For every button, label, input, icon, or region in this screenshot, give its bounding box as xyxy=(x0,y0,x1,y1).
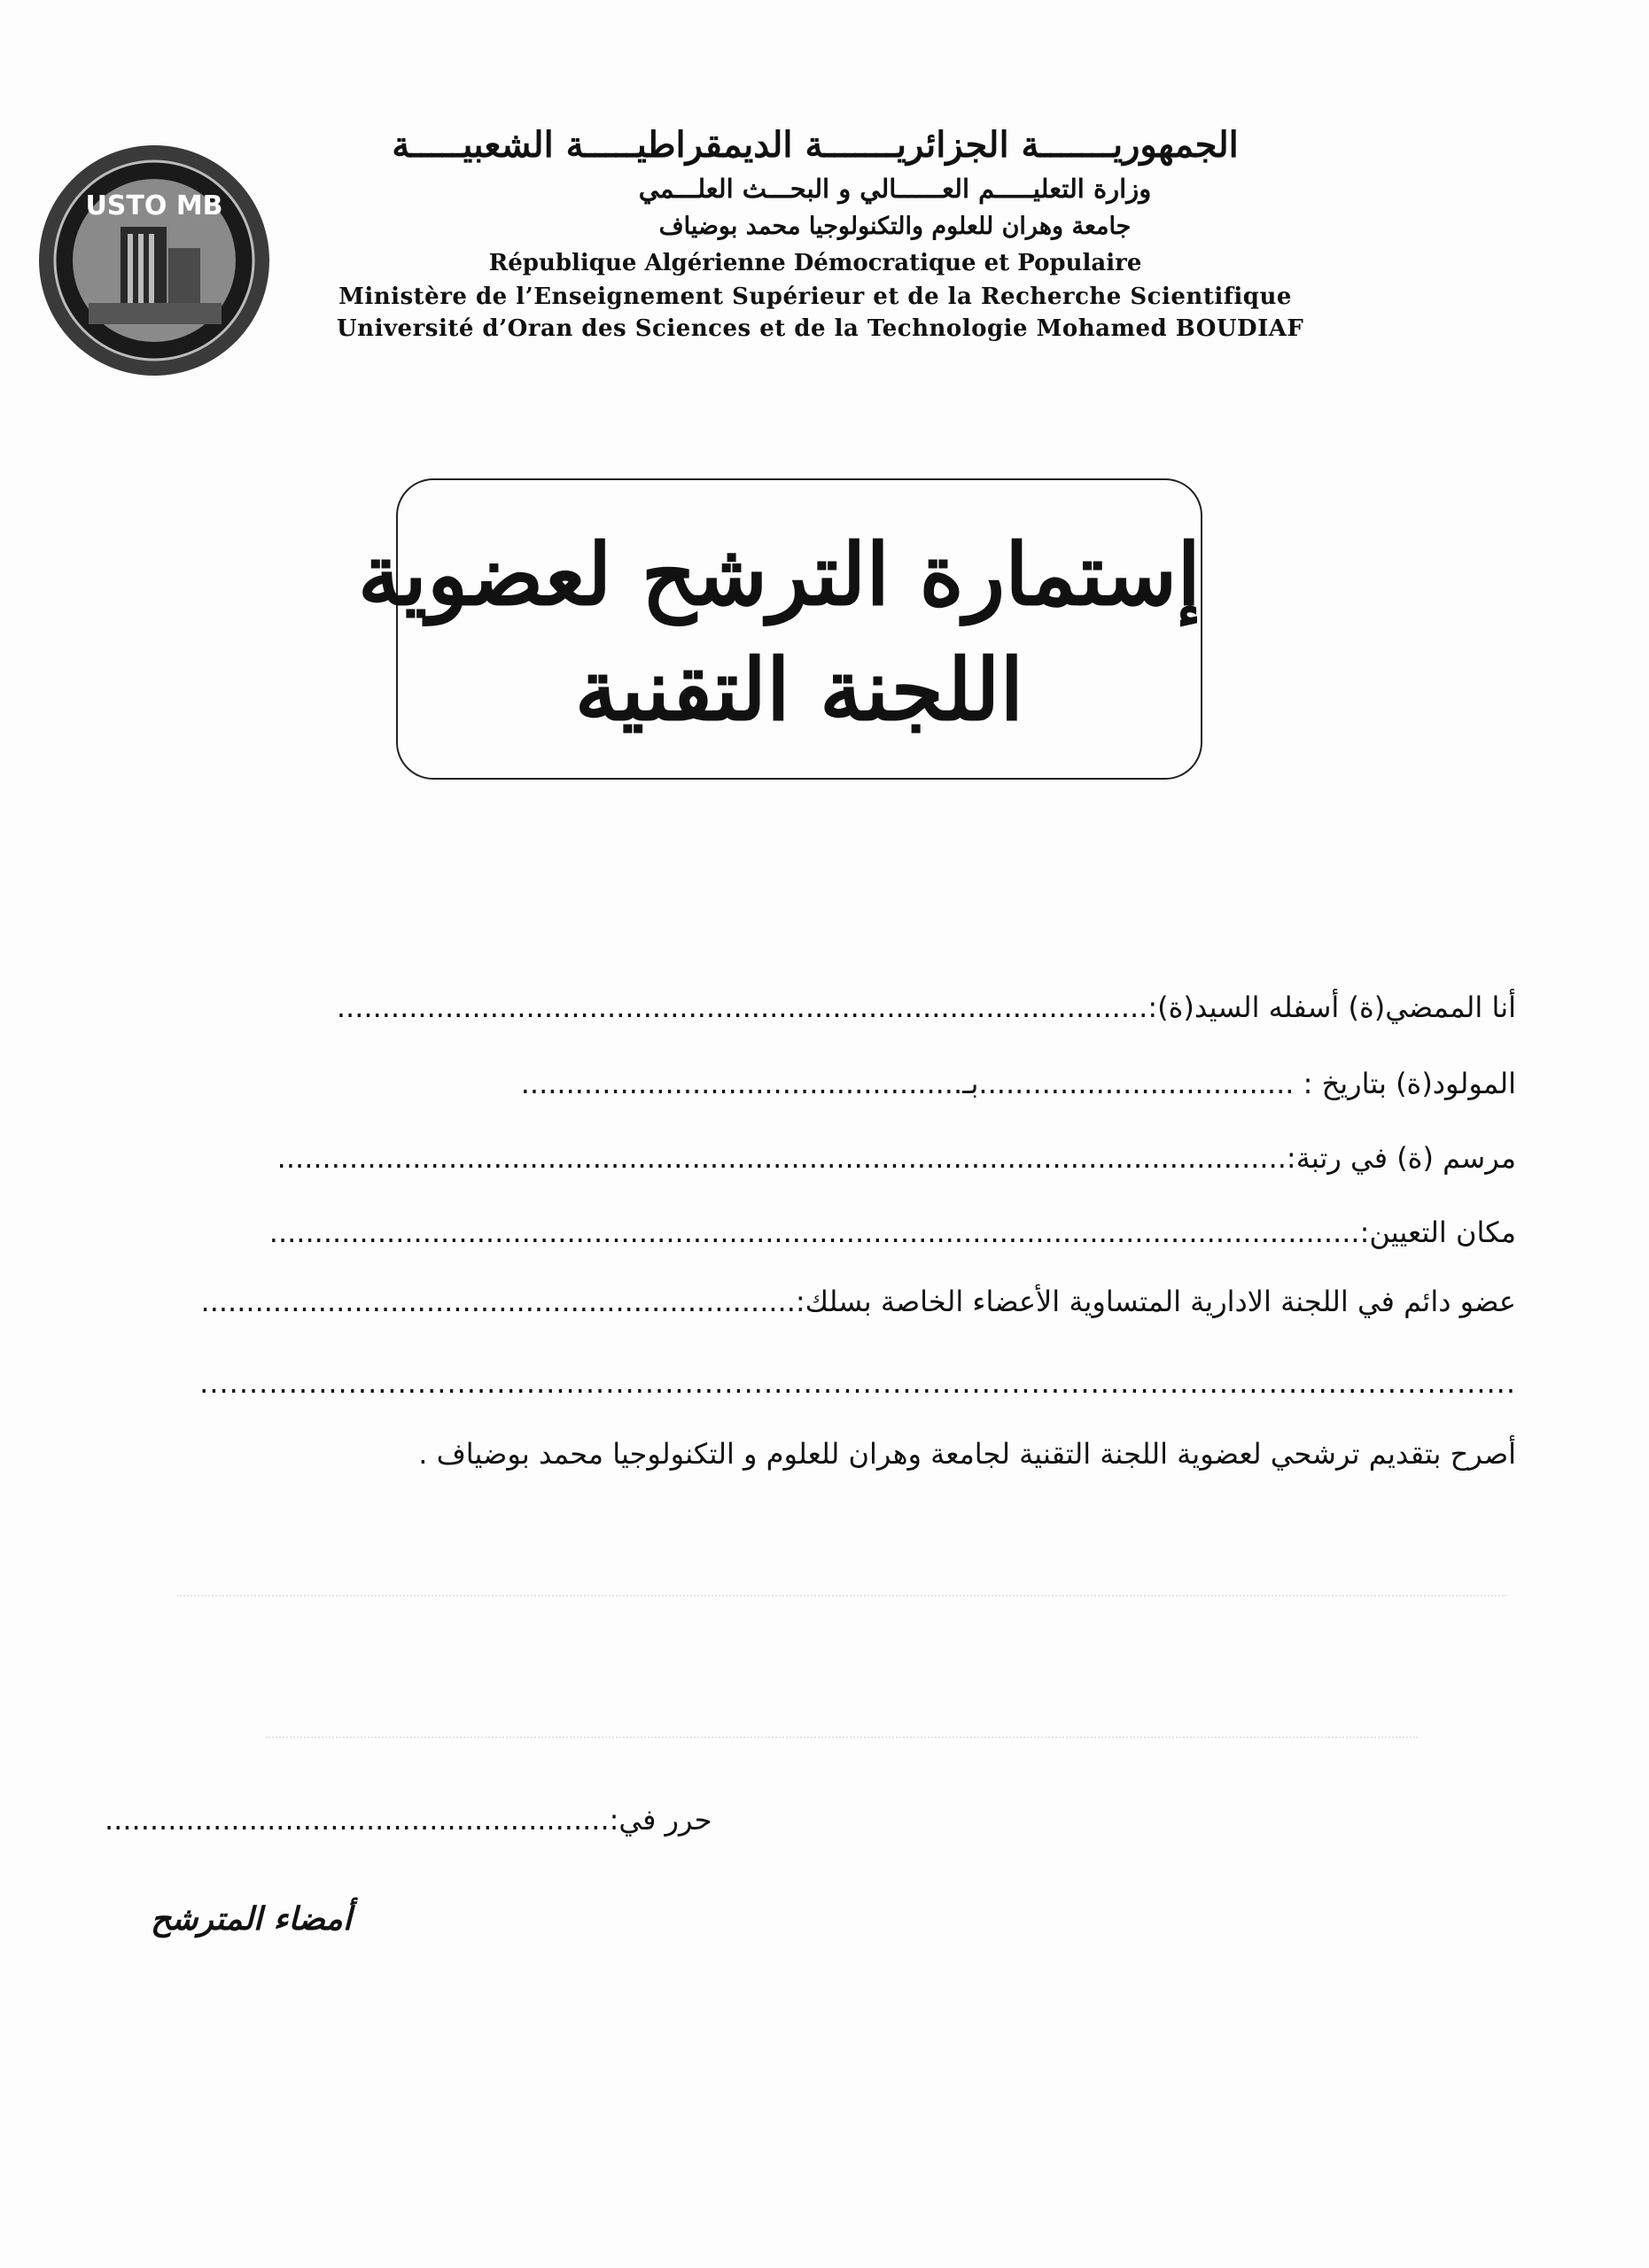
assignment-label: مكان التعيين: xyxy=(1359,1216,1516,1249)
assignment-field[interactable] xyxy=(269,1216,1516,1249)
member-dots[interactable]: .................................................................. xyxy=(200,1285,796,1318)
member-field[interactable] xyxy=(201,1285,1516,1318)
grade-field[interactable] xyxy=(277,1141,1516,1175)
university-seal xyxy=(35,142,273,379)
faint-line xyxy=(266,1736,1418,1738)
birth-date-dots[interactable]: ................................... xyxy=(978,1067,1295,1100)
seal-emblem-text: USTO MB xyxy=(85,190,223,221)
header-ministry-ar: وزارة التعليـــــم العــــــالي و البحـــث العلـــمي xyxy=(638,174,1152,204)
header-university-fr: Université d’Oran des Sciences et de la Technologie Mohamed BOUDIAF xyxy=(337,315,1304,342)
undersigned-label: أنا الممضي(ة) أسفله السيد(ة): xyxy=(1147,990,1516,1024)
grade-dots[interactable]: ................................................................................................................ xyxy=(276,1141,1287,1175)
header-university-ar: جامعة وهران للعلوم والتكنولوجيا محمد بوضياف xyxy=(658,213,1132,240)
birth-place-dots[interactable]: ................................................. xyxy=(520,1067,963,1100)
made-in-field[interactable] xyxy=(105,1803,712,1837)
continuation-dots[interactable]: ..................................................................................................................................... xyxy=(199,1366,1516,1400)
made-in-dots[interactable]: ........................................................ xyxy=(105,1803,610,1837)
candidate-signature-label: أمضاء المترشح xyxy=(151,1900,352,1938)
faint-line xyxy=(177,1595,1506,1596)
undersigned-dots[interactable]: .......................................................................................... xyxy=(336,990,1148,1024)
header-ministry-fr: Ministère de l’Enseignement Supérieur et de la Recherche Scientifique xyxy=(338,284,1292,310)
header-republic-ar: الجمهوريـــــــة الجزائريـــــــة الديمقراطيـــــة الشعبيـــــة xyxy=(392,124,1239,166)
continuation-field[interactable] xyxy=(199,1366,1516,1400)
member-label: عضو دائم في اللجنة الادارية المتساوية الأعضاء الخاصة بسلك: xyxy=(795,1285,1516,1318)
assignment-dots[interactable]: ......................................................................................................................... xyxy=(268,1216,1360,1249)
undersigned-field[interactable] xyxy=(337,990,1516,1024)
form-title-line-2: اللجنة التقنية xyxy=(574,640,1024,740)
title-box xyxy=(357,478,1202,780)
birth-at-label: بـ xyxy=(962,1067,979,1100)
declaration: أصرح بتقديم ترشحي لعضوية اللجنة التقنية لجامعة وهران للعلوم و التكنولوجيا محمد بوضياف . xyxy=(418,1437,1516,1471)
seal-emblem-icon xyxy=(35,142,273,379)
made-in-label: حرر في: xyxy=(609,1803,712,1837)
header-republic-fr: République Algérienne Démocratique et Populaire xyxy=(488,250,1142,276)
form-title-line-1: إستمارة الترشح لعضوية xyxy=(357,524,1201,625)
grade-label: مرسم (ة) في رتبة: xyxy=(1286,1141,1516,1175)
birth-field[interactable] xyxy=(521,1067,1516,1100)
birth-label: المولود(ة) بتاريخ : xyxy=(1303,1067,1516,1100)
